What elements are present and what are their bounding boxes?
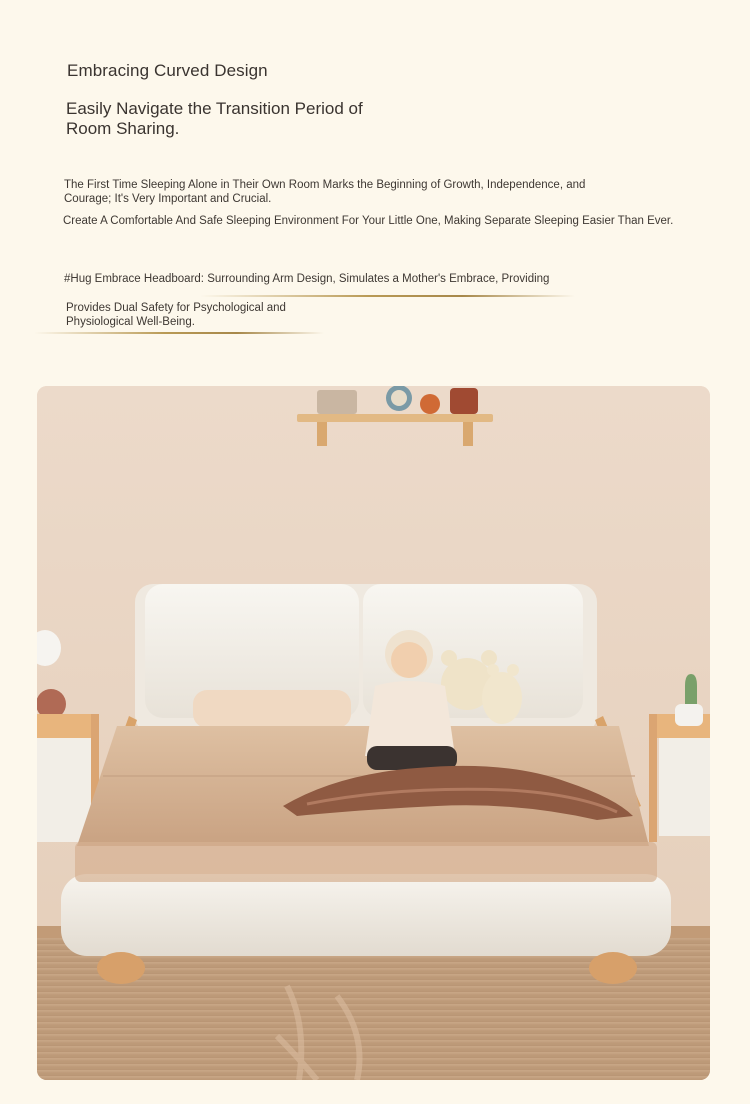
intro-paragraph-1 — [64, 179, 624, 206]
section-subtitle — [66, 99, 426, 139]
cactus-plant-icon — [685, 674, 697, 706]
bed-foot-right — [589, 952, 637, 984]
bed-foot-left — [97, 952, 145, 984]
dual-safety-text — [66, 302, 366, 329]
gold-divider-2 — [34, 332, 324, 334]
footboard — [61, 874, 671, 956]
safety-line-1: Provides Dual Safety for Psychological and — [66, 302, 286, 314]
intro-paragraph-1-line-2: Courage; It's Very Important and Crucial. — [64, 192, 272, 205]
gold-divider-1 — [200, 295, 575, 297]
bedroom-product-photo — [37, 386, 710, 1080]
basketball-icon — [420, 394, 440, 414]
safety-line-2: Physiological Well-Being. — [66, 315, 195, 328]
intro-paragraph-2: Create A Comfortable And Safe Sleeping Environment For Your Little One, Making Separate Sleeping Easier Than Ever. — [63, 215, 674, 227]
pillow — [193, 690, 351, 728]
section-title: Embracing Curved Design — [67, 61, 268, 80]
hug-headboard-feature: #Hug Embrace Headboard: Surrounding Arm Design, Simulates a Mother's Embrace, Providing — [64, 273, 550, 285]
intro-paragraph-1-line-1: The First Time Sleeping Alone in Their Own Room Marks the Beginning of Growth, Independence, and — [64, 179, 586, 191]
subtitle-line-2: Room Sharing. — [66, 119, 180, 138]
subtitle-line-1: Easily Navigate the Transition Period of — [66, 99, 363, 118]
